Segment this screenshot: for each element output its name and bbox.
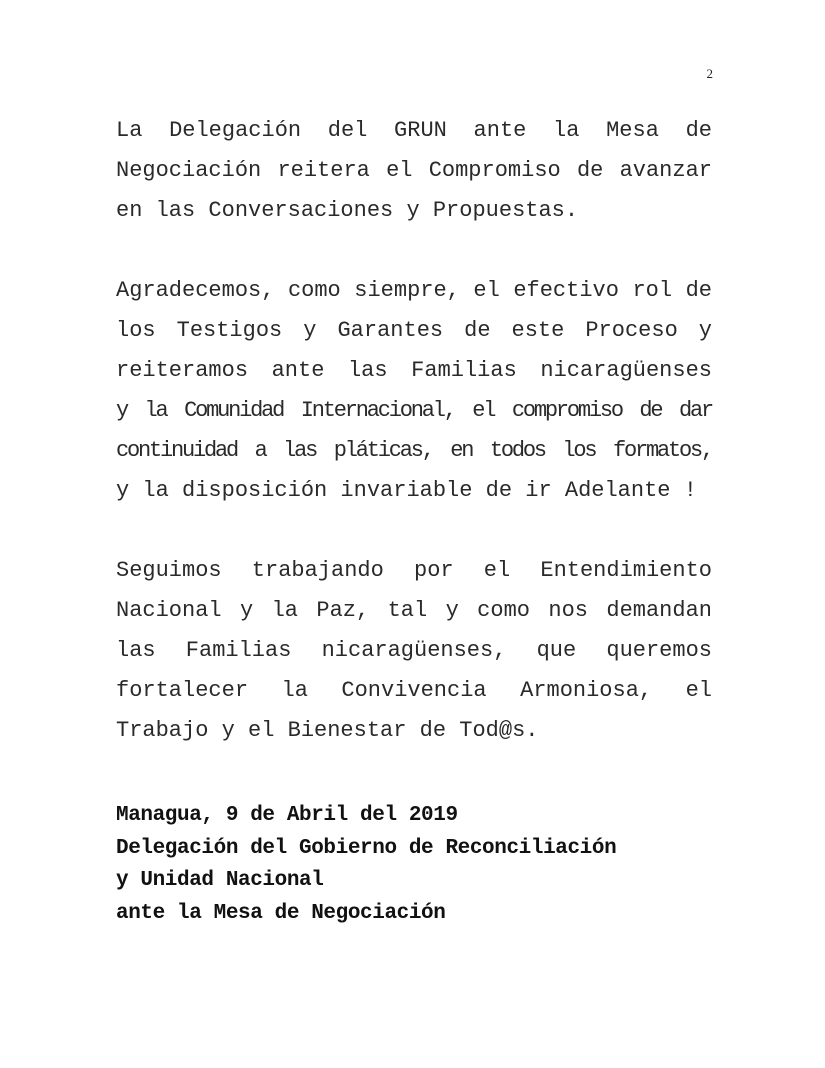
signature-block bbox=[116, 800, 616, 930]
paragraph-line: los Testigos y Garantes de este Proceso y bbox=[116, 318, 712, 343]
paragraph-line: y la Comunidad Internacional, el compromiso de dar bbox=[116, 398, 712, 423]
paragraph-line: La Delegación del GRUN ante la Mesa de bbox=[116, 118, 712, 143]
paragraph-line: las Familias nicaragüenses, que queremos bbox=[116, 638, 712, 663]
paragraph-line: en las Conversaciones y Propuestas. bbox=[116, 198, 579, 223]
signature-delegation: Delegación del Gobierno de Reconciliación bbox=[116, 836, 617, 860]
signature-table: ante la Mesa de Negociación bbox=[116, 901, 446, 925]
paragraph-gratitude bbox=[116, 271, 712, 511]
paragraph-line: Agradecemos, como siempre, el efectivo rol de bbox=[116, 278, 712, 303]
paragraph-line: Trabajo y el Bienestar de Tod@s. bbox=[116, 718, 539, 743]
paragraph-line: continuidad a las pláticas, en todos los formatos, bbox=[116, 438, 712, 463]
paragraph-line: y la disposición invariable de ir Adelante ! bbox=[116, 478, 697, 503]
paragraph-line: reiteramos ante las Familias nicaragüenses bbox=[116, 358, 712, 383]
paragraph-line: Seguimos trabajando por el Entendimiento bbox=[116, 558, 712, 583]
page-number: 2 bbox=[706, 66, 713, 81]
paragraph-line: Negociación reitera el Compromiso de avanzar bbox=[116, 158, 712, 183]
signature-place-date: Managua, 9 de Abril del 2019 bbox=[116, 804, 458, 827]
signature-delegation-cont: y Unidad Nacional bbox=[116, 869, 324, 892]
paragraph-reconciliation bbox=[116, 551, 712, 751]
paragraph-line: fortalecer la Convivencia Armoniosa, el bbox=[116, 678, 712, 703]
paragraph-line: Nacional y la Paz, tal y como nos demandan bbox=[116, 598, 712, 623]
paragraph-commitment bbox=[116, 111, 712, 231]
